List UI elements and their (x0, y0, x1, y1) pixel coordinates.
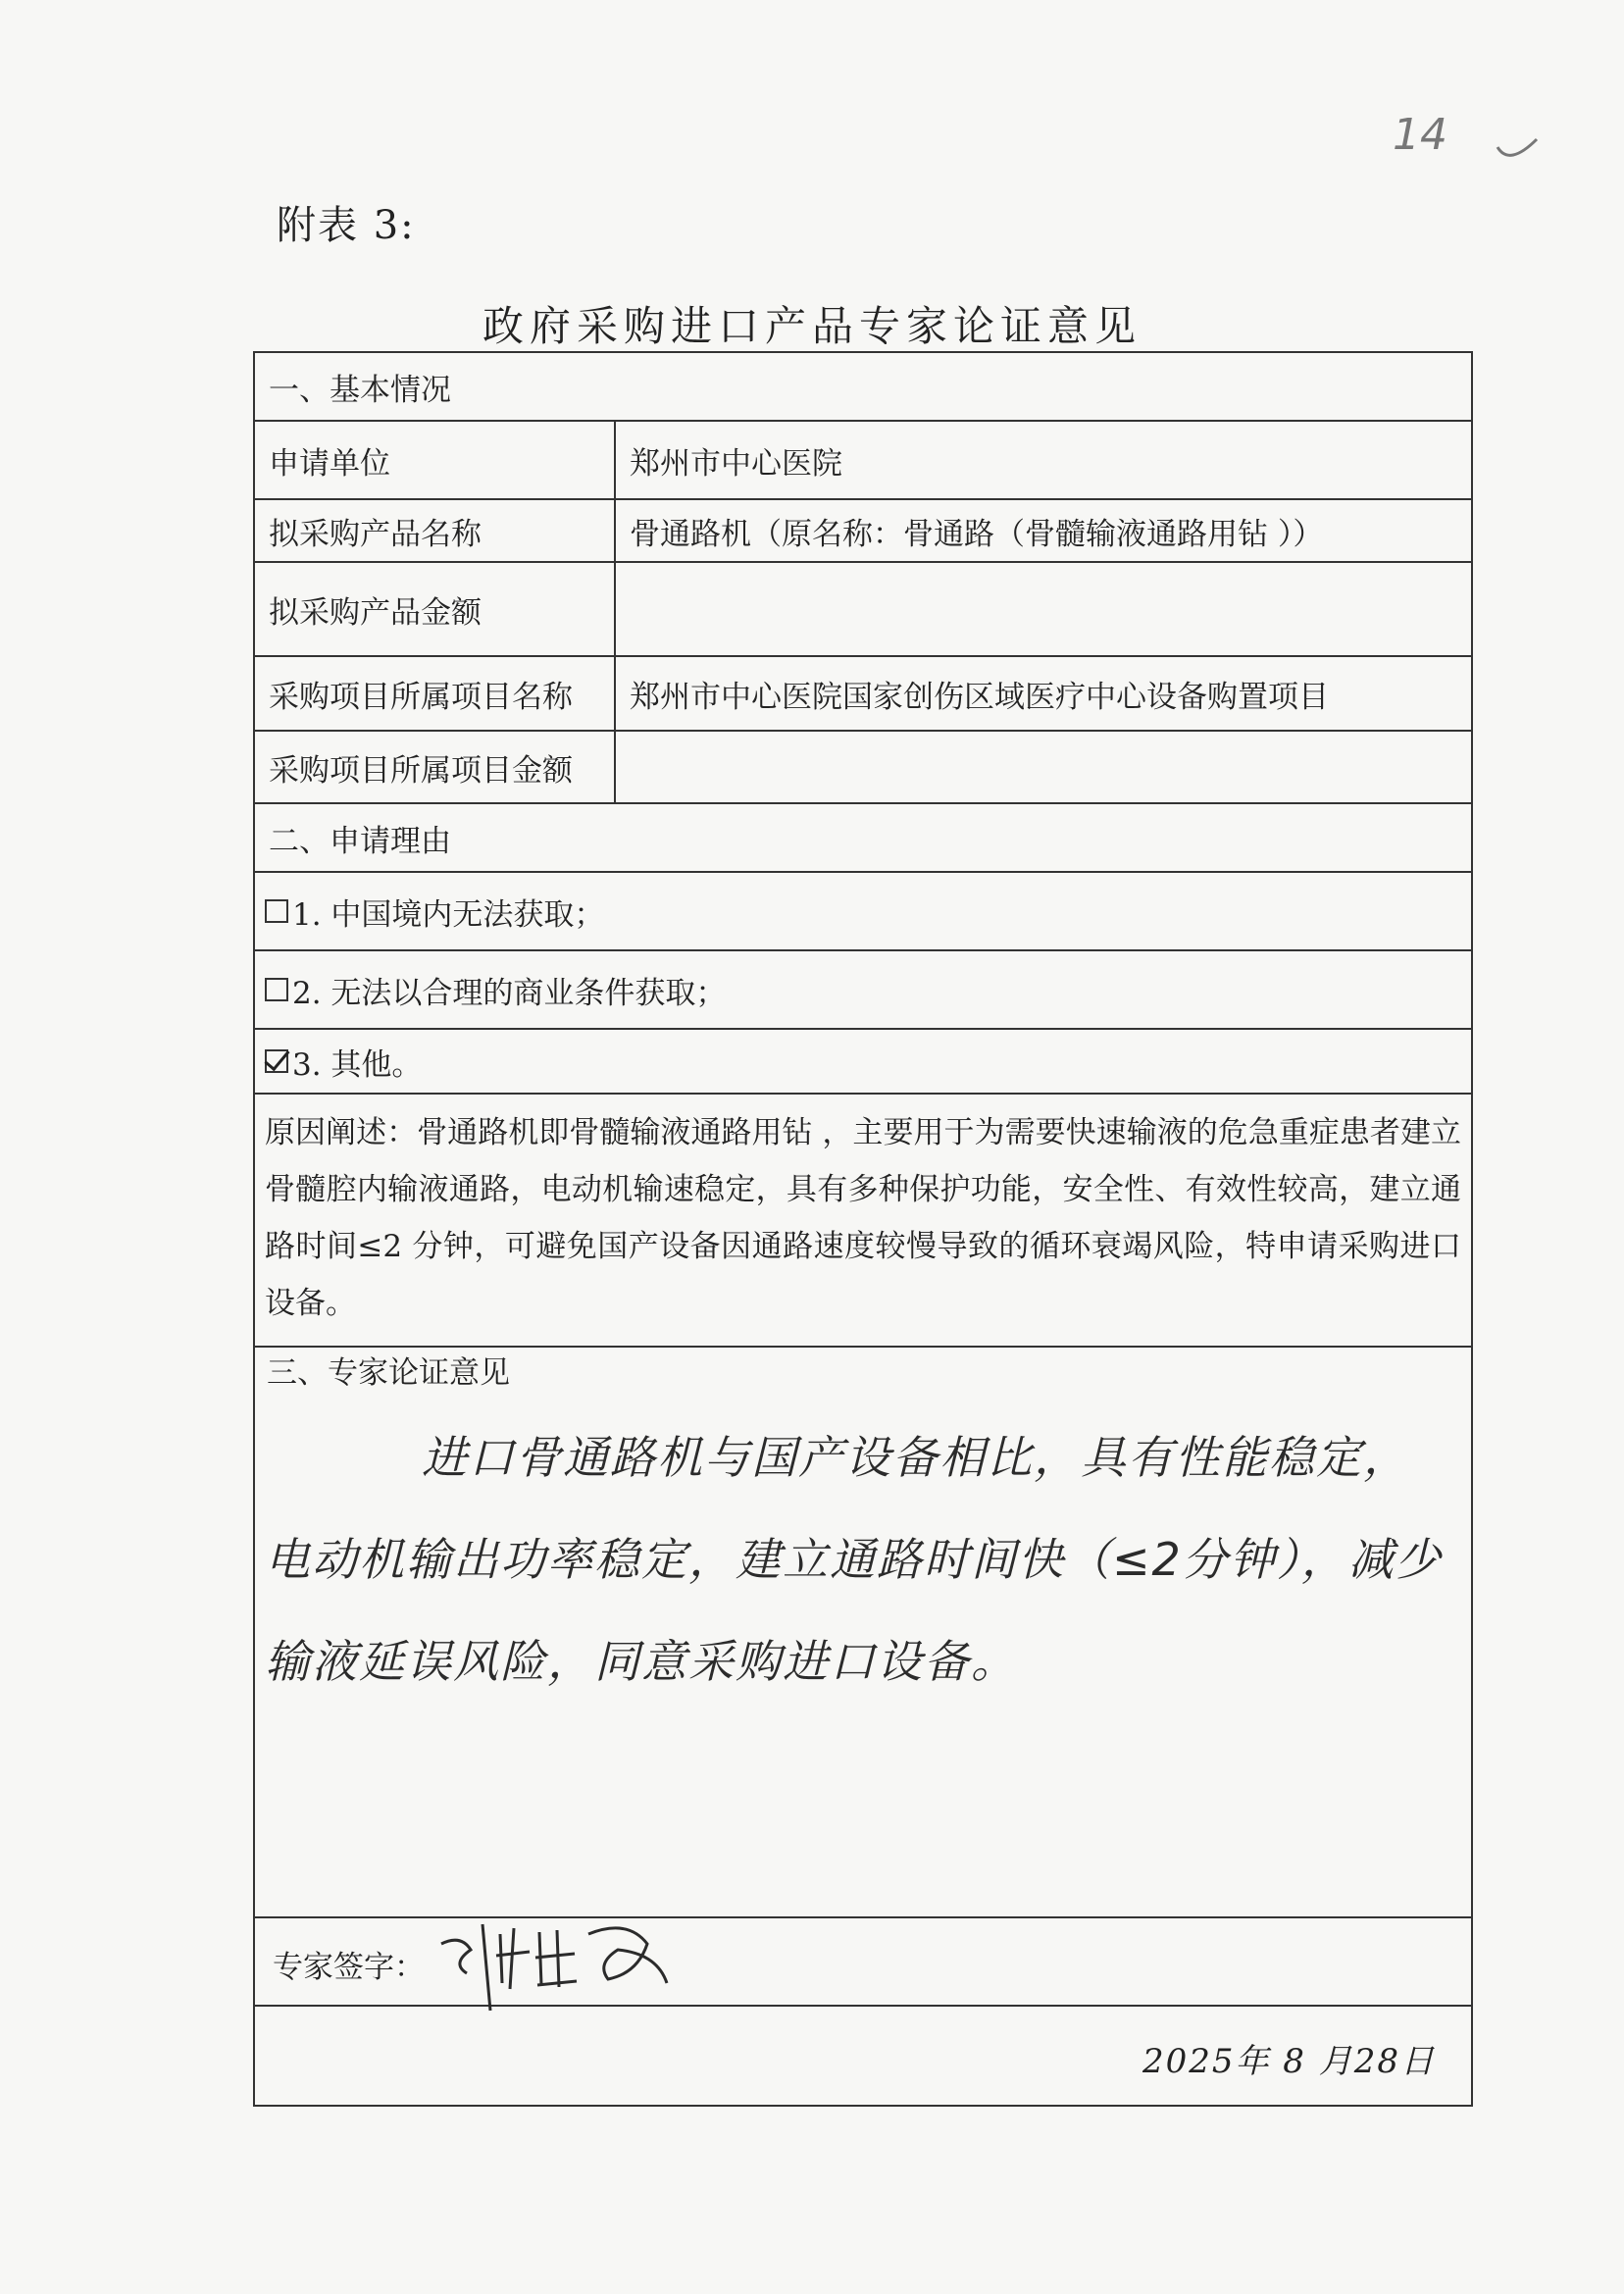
option-row-1 (255, 873, 1471, 951)
checkbox-unavailable[interactable] (265, 899, 288, 923)
signature-label: 专家签字： (273, 1950, 425, 1985)
option-row-2 (255, 951, 1471, 1030)
section-reason-header (255, 804, 1471, 873)
field-value (616, 732, 1471, 802)
opinion-form (253, 351, 1473, 2107)
handwritten-signature (431, 1905, 686, 2013)
row-product-name (255, 500, 1471, 563)
signature-date: 2025年 8 月28日 (1142, 2042, 1436, 2081)
date-row (255, 2007, 1471, 2105)
reason-explanation: 原因阐述：骨通路机即骨髓输液通路用钻 ，主要用于为需要快速输液的危急重症患者建立骨髓腔内输液通路，电动机输速稳定，具有多种保护功能，安全性、有效性较高，建立通路时间≤2 分钟，可避免国产设备因通路速度较慢导致的循环衰竭风险，特申请采购进口设备。 (265, 1115, 1461, 1321)
section-heading: 二、申请理由 (269, 823, 451, 859)
option-text: 2. 无法以合理的商业条件获取； (292, 975, 727, 1011)
field-label: 采购项目所属项目名称 (255, 657, 616, 730)
section-heading: 三、专家论证意见 (267, 1355, 510, 1391)
checkbox-unreasonable-terms[interactable] (265, 978, 288, 1001)
expert-opinion-box (255, 1348, 1471, 1916)
section-basic-info-header (255, 353, 1471, 422)
expert-opinion-row (255, 1348, 1471, 1918)
date-area (255, 2007, 1471, 2105)
option-text: 3. 其他。 (292, 1046, 423, 1083)
field-label: 采购项目所属项目金额 (255, 732, 616, 802)
field-value: 骨通路机（原名称：骨通路（骨髓输液通路用钻 ）） (630, 516, 1324, 552)
section-heading: 一、基本情况 (269, 372, 451, 408)
row-project-amount (255, 732, 1471, 804)
option-line (255, 1030, 1471, 1093)
handwritten-check-mark (1496, 137, 1539, 167)
document-title: 政府采购进口产品专家论证意见 (482, 302, 1142, 350)
checkbox-other[interactable] (265, 1049, 288, 1073)
signature-area (255, 1918, 1471, 2005)
field-value: 郑州市中心医院 (630, 445, 842, 482)
field-label: 拟采购产品名称 (255, 500, 616, 561)
row-project-name (255, 657, 1471, 732)
field-value: 郑州市中心医院国家创伤区域医疗中心设备购置项目 (630, 679, 1329, 715)
option-text: 1. 中国境内无法获取； (292, 896, 605, 933)
reason-row (255, 1095, 1471, 1348)
row-applicant (255, 422, 1471, 500)
option-row-3 (255, 1030, 1471, 1095)
field-value (616, 563, 1471, 655)
handwritten-opinion: 进口骨通路机与国产设备相比，具有性能稳定，电动机输出功率稳定，建立通路时间快（≤2分钟），减少输液延误风险，同意采购进口设备。 (265, 1431, 1443, 1688)
field-label: 申请单位 (255, 422, 616, 498)
option-line (255, 873, 1471, 949)
row-product-amount (255, 563, 1471, 657)
field-label: 拟采购产品金额 (255, 563, 616, 655)
page-number-note: 14 (1393, 110, 1447, 160)
signature-row (255, 1918, 1471, 2007)
annex-label: 附表 3: (277, 203, 416, 248)
option-line (255, 951, 1471, 1028)
